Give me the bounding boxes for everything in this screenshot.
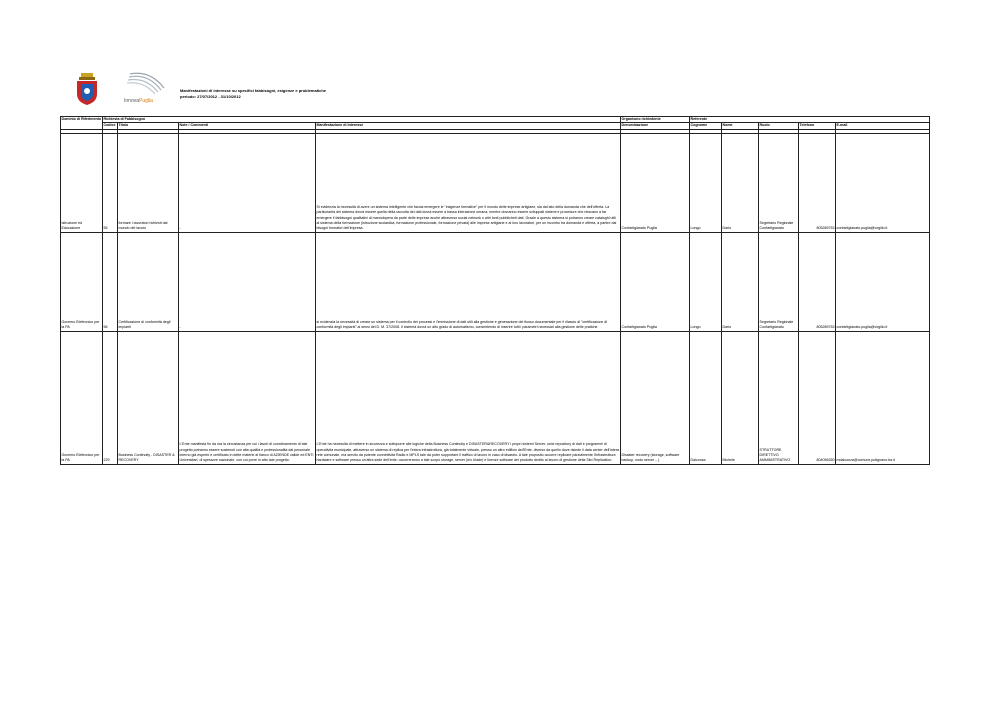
cell-surname: Longo xyxy=(690,232,722,331)
cell-code: 229 xyxy=(103,331,118,464)
cell-surname: Dalconza xyxy=(690,331,722,464)
table-row xyxy=(61,331,930,464)
document-heading xyxy=(180,88,326,100)
cell-denomination: Disaster recovery (storage, software backup, nodo server ...) xyxy=(621,331,690,464)
cell-notes: L'Ente manifesta fin da ora la circostanza per cui i lavori di coordinamento di tale progetto potranno essere sostenuti con alta qualità e professionalità dal personale interno già esperto e certificato in dette materie al fianco di AZIENDE valide ed ENTI Universitari, di spessore nazionale, con cui porre in atto tale progetto. xyxy=(179,331,316,464)
cell-denomination: Confartigianato Puglia xyxy=(621,232,690,331)
header-name: Nome xyxy=(722,123,759,129)
header-phone: Telefono xyxy=(799,123,836,129)
cell-notes: - xyxy=(179,232,316,331)
header-notes: Note / Commenti xyxy=(179,123,316,129)
document-title: Manifestazioni di interesse su specifici fabbisogni, esigenze e problematiche xyxy=(180,88,327,93)
cell-title: formare i lavoratori richiesti dal mondo del lavoro xyxy=(118,133,179,232)
header-domain: Dominio di Riferimento xyxy=(61,117,103,130)
cell-email: mdalconza@comune.putignano.ba.it xyxy=(836,331,930,464)
cell-phone: 805289753 xyxy=(799,232,836,331)
header-denomination: Denominazione xyxy=(621,123,690,129)
cell-phone: 805289753 xyxy=(799,133,836,232)
requests-table xyxy=(60,116,930,465)
cell-notes: - xyxy=(179,133,316,232)
region-coat-of-arms-logo xyxy=(74,72,100,106)
header-request: Richiesta di Fabbisogno xyxy=(103,117,621,123)
cell-name: Dario xyxy=(722,133,759,232)
cell-phone: 804056350 xyxy=(799,331,836,464)
header-ref: Referente xyxy=(690,117,930,123)
cell-title: Certificazione di conformità degli impianti xyxy=(118,232,179,331)
cell-surname: Longo xyxy=(690,133,722,232)
cell-domain: Istruzione ed Educazione xyxy=(61,133,103,232)
cell-interest: Si evidenzia la necessità di avere un sistema intelligente che faccia emergere le "esigenze formative" per il mondo delle imprese artigiane, sia dal lato della domanda che dell'offerta. La particolarità del sistema dovrà essere quella della raccolta dei dati dovrà essere a bassa interazione umana, mentre dovranno essere sviluppati sistemi e procedure che riescano a far emergere il fabbisogni qualitativi di manodopera da parte delle imprese anche attraverso social network o altri fonti pubblicheti dati. Grazie a questo sistema si potranno creare cataloghi utili al sistema della formazione (istruzione scolastica, formazione professionale, formazione privata) alle imprese artigiane e ai loro lavoratori, per un incontro tra domanda e offerta, a partire dai bisogni formativi dell'impresa. xyxy=(316,133,621,232)
cell-role: Segretario Regionale Confartigianato xyxy=(759,232,799,331)
innovapuglia-logo-icon xyxy=(120,70,172,110)
header-interest: Manifestazione di Interesse xyxy=(316,123,621,129)
header-title: Titolo xyxy=(118,123,179,129)
cell-email: confartigianato.puglia@virgilio.it xyxy=(836,232,930,331)
document-period: periodo: 27/07/2012 - 31/10/2012 xyxy=(180,94,241,99)
cell-interest: si evidenzia la necessità di creare un sistema per il controllo dei processi e l'immissione di dati utili alla gestione e generazione del flusso documentale per il rilascio di "certificazione di conformità degli impianti" ai sensi del D. M. 37/2008. Il sistema dovrà un alto grado di automatismo, consentendo di inserire tutti i parametri necessari alla gestione delle pratiche. xyxy=(316,232,621,331)
header-org: Organismo richiedente xyxy=(621,117,690,123)
cell-interest: L'Ente ha necessità di mettere in sicurezza e sottoporre alle logiche della Business Continuity e DISASTER&RECOVERY i propri sistemi Server, unici repository di dati e programmi di operatività municipale, attraverso un sistema di replica per l'intera infrastruttura, già totalmente virtuale, presso un altro edificio dell'Ente, diverso da quello dove risiede il data center dell'intera rete comunale, ma servito da potente connettività Radio e MPLS tale da poter supportare il traffico di lavoro in caso di disastro. A tale proposito occorre replicare parzialmente l'infrastruttura hardware e software presso un'altra sede dell'ente: occorreranno a tale scopo storage, server (e/o blade) e licenze software del prodotto dedito al lavoro di gestione della Sito Replication. xyxy=(316,331,621,464)
cell-code: 55 xyxy=(103,133,118,232)
table-row xyxy=(61,133,930,232)
cell-role: STRUTTORE DIRETTIVO AMMINISTRATIVO xyxy=(759,331,799,464)
logo-wordmark: InnovaPuglia xyxy=(124,98,153,104)
cell-title: Business Continuity - DISASTER & RECOVERY xyxy=(118,331,179,464)
header-code: Codice xyxy=(103,123,118,129)
cell-name: Dario xyxy=(722,232,759,331)
cell-domain: Governo Elettronico per la PA xyxy=(61,232,103,331)
table-row xyxy=(61,232,930,331)
header-surname: Cognome xyxy=(690,123,722,129)
cell-role: Segretario Regionale Confartigianato xyxy=(759,133,799,232)
cell-name: Michele xyxy=(722,331,759,464)
cell-code: 56 xyxy=(103,232,118,331)
cell-email: confartigianato.puglia@virgilio.it xyxy=(836,133,930,232)
cell-denomination: Confartigianato Puglia xyxy=(621,133,690,232)
cell-domain: Governo Elettronico per la PA xyxy=(61,331,103,464)
header-role: Ruolo xyxy=(759,123,799,129)
header-email: E-mail xyxy=(836,123,930,129)
